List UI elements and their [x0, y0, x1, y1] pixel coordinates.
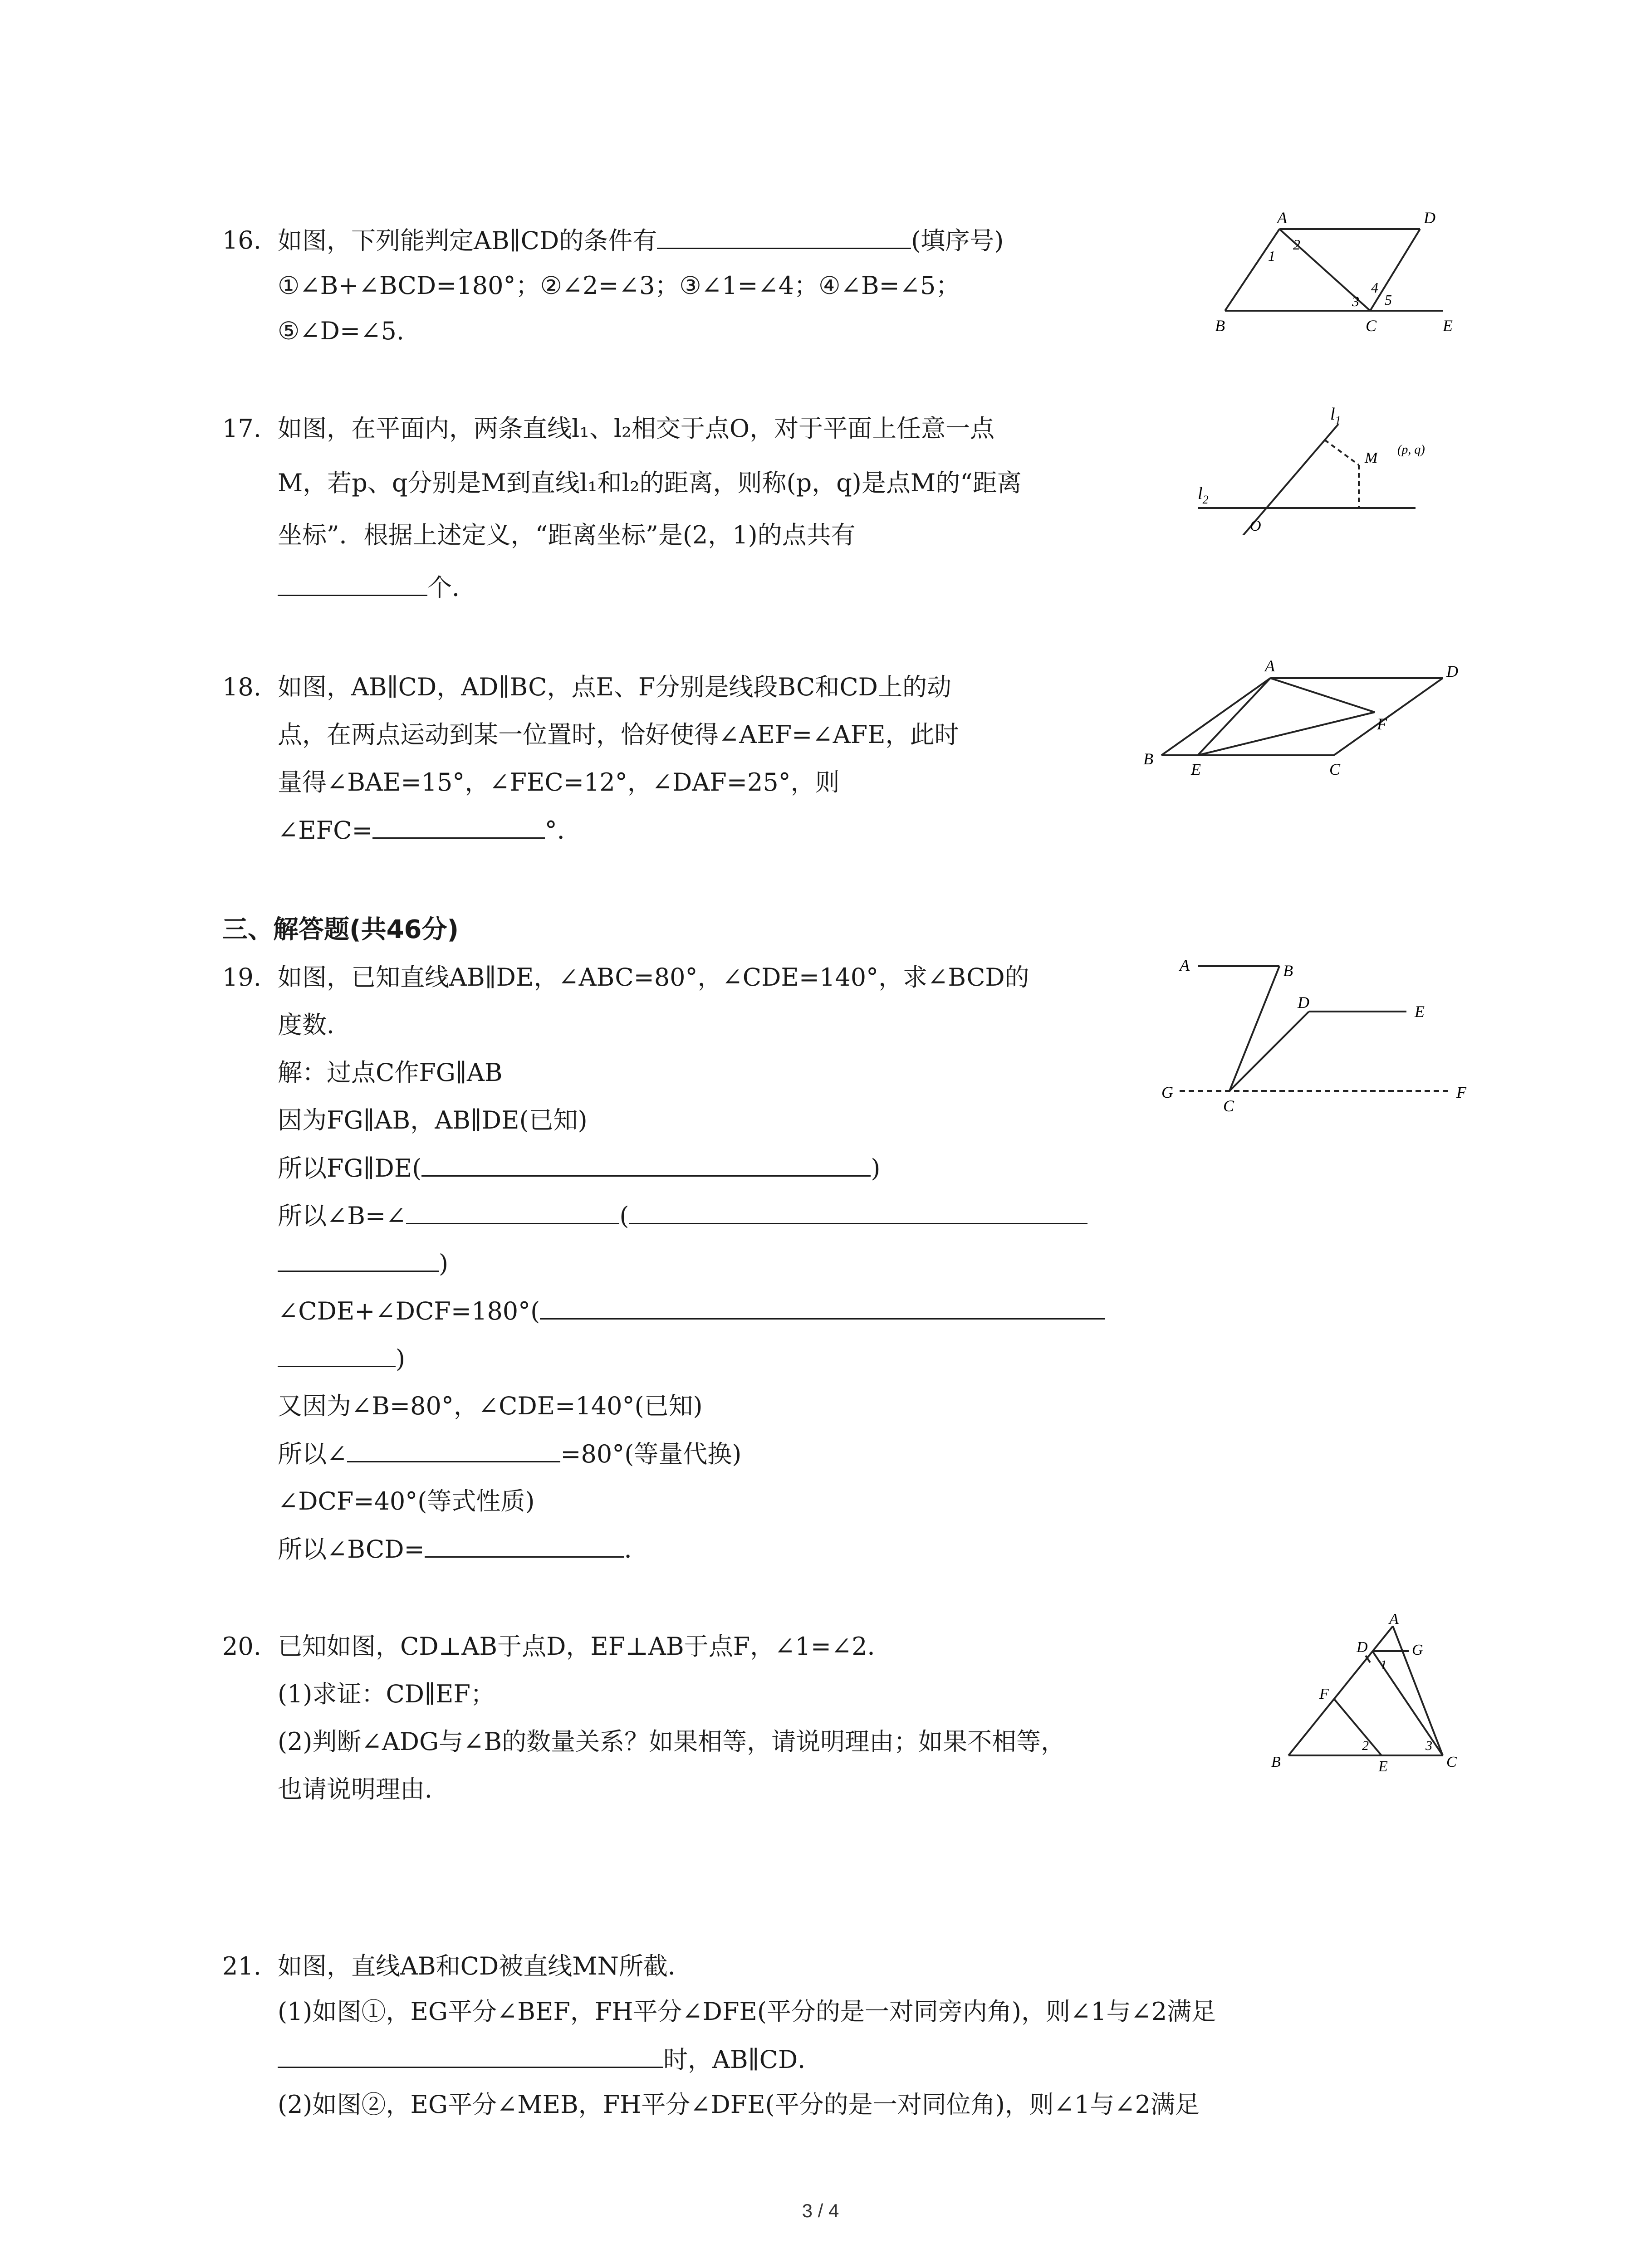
q18-label-F: F	[1377, 715, 1387, 733]
q17-label-pq: (p, q)	[1397, 443, 1425, 457]
q16-answer-blank[interactable]	[657, 222, 911, 249]
q19-line6-mid: (	[619, 1202, 629, 1230]
q19-label-F: F	[1456, 1083, 1466, 1101]
q16-angle-4: 4	[1371, 279, 1378, 296]
q19-line11	[278, 1436, 741, 1472]
q19-line5-suffix: )	[871, 1154, 881, 1183]
q19-blank-4[interactable]	[278, 1245, 439, 1272]
q21-line4: (2)如图②，EG平分∠MEB，FH平分∠DFE(平分的是一对同位角)，则∠1与∠2满足	[278, 2090, 1200, 2119]
q17-line1: 如图，在平面内，两条直线l₁、l₂相交于点O，对于平面上任意一点	[278, 414, 995, 443]
q18-line4	[278, 812, 582, 849]
q20-line3: (2)判断∠ADG与∠B的数量关系？如果相等，请说明理由；如果不相等，	[278, 1727, 1066, 1756]
q17-figure	[1189, 399, 1470, 535]
q16-angle-5: 5	[1385, 292, 1392, 308]
q20-label-E: E	[1378, 1758, 1388, 1775]
q20-line2: (1)求证：CD∥EF；	[278, 1680, 495, 1708]
q19-line11-text: 所以∠	[278, 1440, 348, 1468]
q19-line10: 又因为∠B=80°，∠CDE=140°(已知)	[278, 1392, 703, 1420]
q16-angle-3: 3	[1352, 293, 1359, 309]
q21-blank-1[interactable]	[278, 2041, 663, 2068]
q17-line2: M，若p、q分别是M到直线l₁和l₂的距离，则称(p，q)是点M的“距离	[278, 469, 1022, 497]
q18-label-B: B	[1143, 750, 1153, 768]
q19-label-A: A	[1180, 956, 1190, 974]
q17-label-M: M	[1365, 450, 1378, 466]
q20-label-F: F	[1319, 1686, 1329, 1702]
q19-label-D: D	[1298, 993, 1309, 1012]
q19-line8-text: ∠CDE+∠DCF=180°(	[278, 1297, 540, 1325]
q18-label-A: A	[1265, 657, 1275, 675]
q20-label-G: G	[1412, 1642, 1423, 1658]
q19-label-E: E	[1415, 1002, 1425, 1021]
q21-line2: (1)如图①，EG平分∠BEF，FH平分∠DFE(平分的是一对同旁内角)，则∠1与∠2满足	[278, 1997, 1216, 2026]
q20-line1: 已知如图，CD⊥AB于点D，EF⊥AB于点F，∠1=∠2．	[278, 1632, 892, 1661]
q21-line1: 如图，直线AB和CD被直线MN所截．	[278, 1952, 692, 1980]
q19-line7-suffix: )	[439, 1249, 449, 1278]
q17-label-l1	[1330, 405, 1341, 427]
q18-label-D: D	[1446, 662, 1458, 680]
q19-line13-text: 所以∠BCD=	[278, 1535, 425, 1564]
q16-label-B: B	[1215, 317, 1225, 335]
q16-number: 16.	[222, 226, 261, 254]
q16-line1	[278, 222, 1004, 259]
q18-label-E: E	[1191, 760, 1201, 778]
q16-line1-text: 如图，下列能判定AB∥CD的条件有	[278, 226, 657, 255]
q20-angle-3: 3	[1425, 1738, 1432, 1753]
q19-blank-2[interactable]	[406, 1198, 619, 1224]
q17-l2-letter: l	[1198, 484, 1203, 503]
q16-label-D: D	[1424, 209, 1435, 227]
q18-line4-suffix: °．	[544, 816, 582, 845]
q20-number: 20.	[222, 1632, 261, 1661]
q18-line3: 量得∠BAE=15°，∠FEC=12°，∠DAF=25°，则	[278, 768, 840, 797]
q19-line9-suffix: )	[396, 1344, 406, 1373]
q17-label-l2	[1198, 484, 1209, 506]
q20-label-A: A	[1389, 1611, 1399, 1628]
q19-blank-1[interactable]	[421, 1150, 871, 1177]
q19-figure	[1161, 943, 1470, 1125]
q16-line3: ⑤∠D=∠5.	[278, 317, 404, 345]
q19-line6-text: 所以∠B=∠	[278, 1202, 407, 1230]
q19-blank-5[interactable]	[540, 1293, 1105, 1320]
q19-number: 19.	[222, 963, 261, 992]
q19-line13-suffix: ．	[624, 1535, 649, 1564]
q19-blank-8[interactable]	[425, 1531, 624, 1558]
q18-label-C: C	[1329, 760, 1341, 778]
q21-number: 21.	[222, 1952, 261, 1980]
q18-line4-text: ∠EFC=	[278, 816, 372, 845]
q17-line4	[278, 569, 476, 606]
q19-blank-7[interactable]	[347, 1436, 560, 1462]
q18-answer-blank[interactable]	[372, 812, 545, 839]
q16-line1-suffix: (填序号)	[911, 226, 1004, 255]
q19-line6	[278, 1198, 1087, 1234]
q20-angle-1: 1	[1380, 1657, 1387, 1672]
q20-line4: 也请说明理由．	[278, 1775, 449, 1804]
q20-angle-2: 2	[1362, 1738, 1369, 1753]
q19-line7	[278, 1245, 448, 1282]
q18-number: 18.	[222, 673, 261, 701]
q16-label-E: E	[1443, 317, 1453, 335]
q17-label-O: O	[1250, 518, 1261, 534]
q17-line3: 坐标”．根据上述定义，“距离坐标”是(2，1)的点共有	[278, 521, 856, 549]
q19-label-C: C	[1223, 1097, 1234, 1115]
q19-line2: 度数．	[278, 1011, 351, 1039]
q17-line4-text: 个．	[427, 573, 476, 602]
q19-line12: ∠DCF=40°(等式性质)	[278, 1487, 535, 1515]
q19-label-B: B	[1283, 962, 1293, 980]
q17-answer-blank[interactable]	[278, 569, 427, 596]
section3-heading: 三、解答题(共46分)	[222, 915, 459, 944]
q19-line13	[278, 1531, 649, 1568]
q19-line5-text: 所以FG∥DE(	[278, 1154, 422, 1183]
q19-line3: 解：过点C作FG∥AB	[278, 1058, 503, 1087]
q21-line3-suffix: 时，AB∥CD．	[663, 2045, 823, 2074]
q18-line1: 如图，AB∥CD，AD∥BC，点E、F分别是线段BC和CD上的动	[278, 673, 951, 701]
q16-label-A: A	[1277, 209, 1287, 227]
q18-line2: 点，在两点运动到某一位置时，恰好使得∠AEF=∠AFE，此时	[278, 720, 959, 749]
q20-label-B: B	[1271, 1754, 1281, 1770]
q21-line3	[278, 2041, 822, 2078]
q20-label-C: C	[1446, 1754, 1457, 1770]
q16-label-C: C	[1366, 317, 1377, 335]
q19-label-G: G	[1161, 1083, 1173, 1101]
q19-line9	[278, 1340, 405, 1377]
q19-blank-3[interactable]	[629, 1198, 1087, 1224]
q19-blank-6[interactable]	[278, 1340, 396, 1367]
q19-line5	[278, 1150, 880, 1187]
q17-l2-subscript: 2	[1202, 493, 1209, 506]
page-number: 3 / 4	[802, 2200, 839, 2221]
q16-angle-1: 1	[1268, 248, 1275, 264]
q16-figure	[1207, 200, 1461, 336]
q19-line8	[278, 1293, 1105, 1330]
q19-line1: 如图，已知直线AB∥DE，∠ABC=80°，∠CDE=140°，求∠BCD的	[278, 963, 1029, 992]
q20-label-D: D	[1357, 1639, 1368, 1656]
q18-figure	[1143, 653, 1470, 785]
q17-l1-subscript: 1	[1335, 414, 1341, 427]
q16-line2: ①∠B+∠BCD=180°；②∠2=∠3；③∠1=∠4；④∠B=∠5；	[278, 271, 960, 300]
q20-figure	[1261, 1610, 1470, 1783]
q17-number: 17.	[222, 414, 261, 443]
q19-line4: 因为FG∥AB，AB∥DE(已知)	[278, 1106, 588, 1134]
q16-angle-2: 2	[1293, 236, 1300, 253]
q19-line11-suffix: =80°(等量代换)	[560, 1440, 742, 1468]
q17-l1-letter: l	[1330, 405, 1335, 424]
